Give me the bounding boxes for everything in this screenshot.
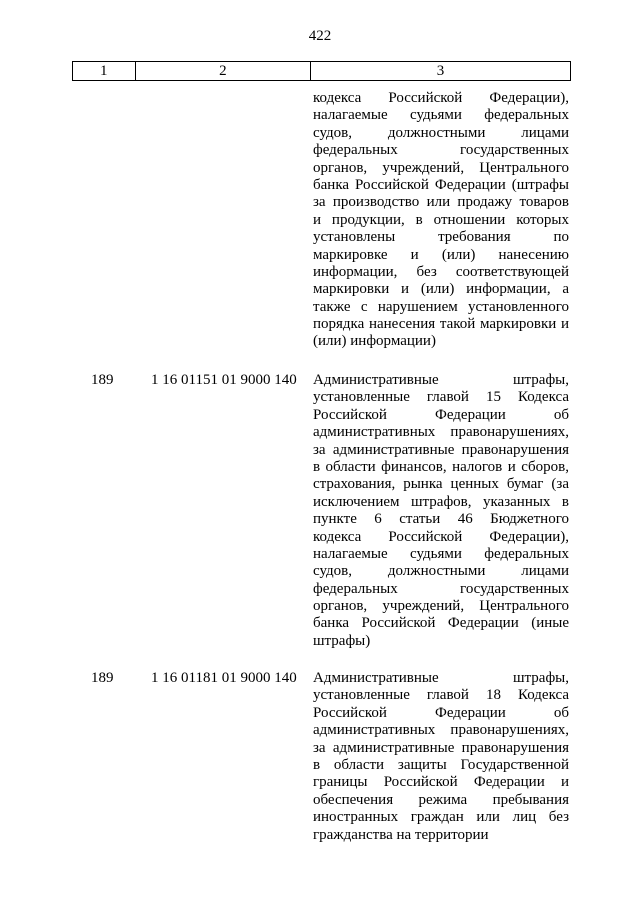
description-line: установленные главой 18 Кодекса [313, 687, 569, 704]
description-line: судов, должностными лицами [313, 563, 569, 580]
description-line: административных правонарушениях, [313, 722, 569, 739]
description-line: налагаемые судьями федеральных [313, 107, 569, 124]
description-line: маркировке и (или) нанесению [313, 246, 569, 263]
description-line: административных правонарушениях, [313, 424, 569, 441]
header-column-3: 3 [311, 62, 571, 81]
description-line: исключением штрафов, указанных в [313, 493, 569, 510]
table-header [72, 61, 571, 81]
header-column-1: 1 [73, 62, 136, 81]
description-line: Административные штрафы, [313, 372, 569, 388]
description-line: за административные правонарушения [313, 441, 569, 458]
description-line: за административные правонарушения [313, 739, 569, 756]
description-line: в области финансов, налогов и сборов, [313, 458, 569, 475]
description-line: органов, учреждений, Центрального [313, 598, 569, 615]
description-line: в области защиты Государственной [313, 756, 569, 773]
description-line: также с нарушением установленного [313, 298, 569, 315]
description-line: органов, учреждений, Центрального [313, 159, 569, 176]
description-line: банка Российской Федерации (штрафы [313, 176, 569, 193]
description-line: границы Российской Федерации и [313, 774, 569, 791]
description-line: кодекса Российской Федерации), [313, 528, 569, 545]
description-line: кодекса Российской Федерации), [313, 90, 569, 106]
description-line: федеральных государственных [313, 580, 569, 597]
row-2-admin-code: 189 [91, 670, 114, 686]
continuation-description [313, 90, 569, 351]
row-1-description [313, 372, 569, 650]
description-line: пункте 6 статьи 46 Бюджетного [313, 511, 569, 528]
description-line: установлены требования по [313, 229, 569, 246]
header-column-2: 2 [135, 62, 311, 81]
description-line: и продукции, в отношении которых [313, 211, 569, 228]
description-line: страхования, рынка ценных бумаг (за [313, 476, 569, 493]
description-line: Российской Федерации об [313, 704, 569, 721]
description-line: судов, должностными лицами [313, 124, 569, 141]
description-line: налагаемые судьями федеральных [313, 545, 569, 562]
row-1-kbk-code: 1 16 01151 01 9000 140 [151, 372, 297, 388]
description-line: порядка нанесения такой маркировки и [313, 316, 569, 333]
row-1-admin-code: 189 [91, 372, 114, 388]
description-line: установленные главой 15 Кодекса [313, 389, 569, 406]
row-2-description [313, 670, 569, 844]
description-line: (или) информации) [313, 333, 436, 350]
description-line: Административные штрафы, [313, 670, 569, 686]
description-line: федеральных государственных [313, 142, 569, 159]
page-number: 422 [308, 28, 332, 44]
description-line: банка Российской Федерации (иные [313, 615, 569, 632]
description-line: гражданства на территории [313, 826, 489, 843]
description-line: обеспечения режима пребывания [313, 791, 569, 808]
description-line: за производство или продажу товаров [313, 194, 569, 211]
description-line: маркировки и (или) информации, а [313, 281, 569, 298]
description-line: иностранных граждан или лиц без [313, 809, 569, 826]
description-line: информации, без соответствующей [313, 263, 569, 280]
description-line: штрафы) [313, 632, 371, 649]
row-2-kbk-code: 1 16 01181 01 9000 140 [151, 670, 297, 686]
description-line: Российской Федерации об [313, 406, 569, 423]
